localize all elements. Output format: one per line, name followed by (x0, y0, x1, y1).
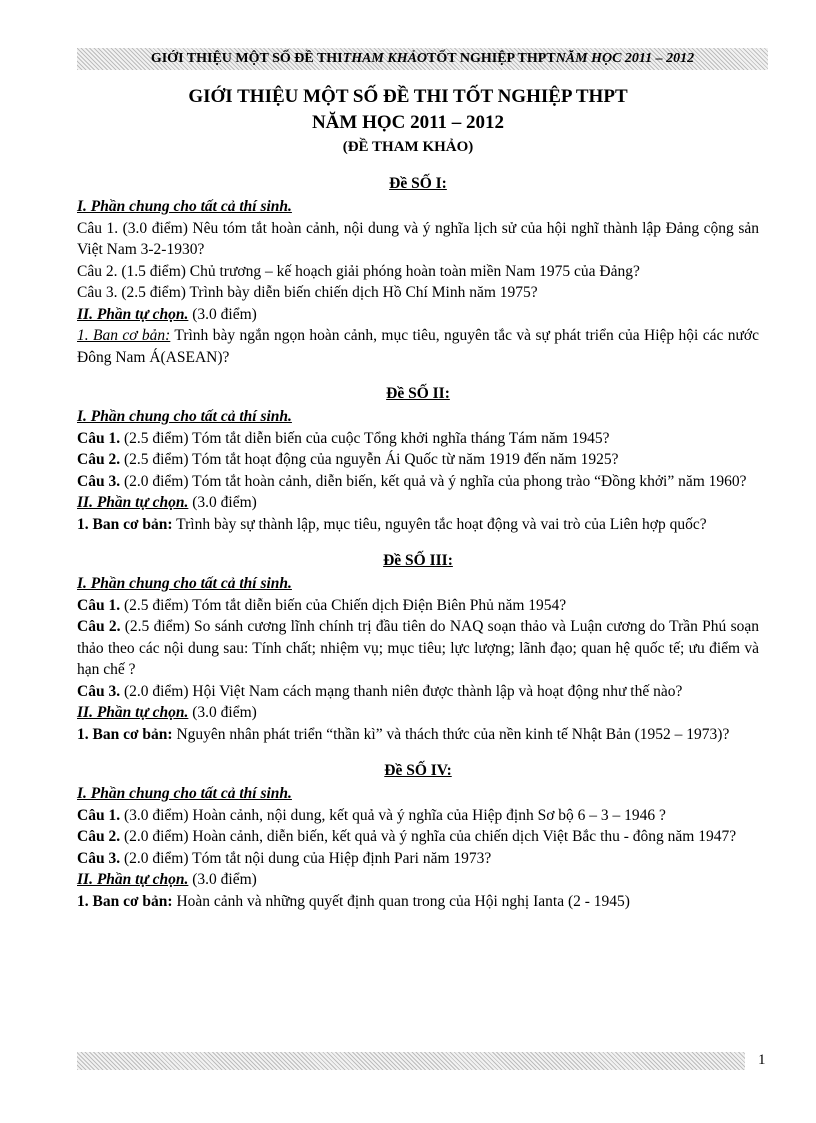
exam-4-q1-text: (3.0 điểm) Hoàn cảnh, nội dung, kết quả và ý nghĩa của Hiệp định Sơ bộ 6 – 3 – 1946 ? (120, 806, 666, 824)
exam-4-common-section: I. Phần chung cho tất cả thí sinh. (77, 785, 292, 802)
exam-2-q2-text: (2.5 điểm) Tóm tắt hoạt động của nguyễn Ái Quốc từ năm 1919 đến năm 1925? (120, 451, 619, 468)
exam-2-q3-label: Câu 3. (77, 472, 121, 490)
exam-4-q2-label: Câu 2. (77, 828, 121, 845)
exam-2-basic-label: 1. Ban cơ bản: (77, 515, 173, 533)
exam-2-q1-text: (2.5 điểm) Tóm tắt diễn biến của cuộc Tổng khởi nghĩa tháng Tám năm 1945? (120, 429, 610, 447)
running-header (77, 48, 768, 70)
exam-1-elective-points: (3.0 điểm) (188, 305, 257, 323)
document-body (77, 172, 759, 912)
exam-3-q1-label: Câu 1. (77, 596, 121, 614)
footer-bar (77, 1052, 745, 1070)
exam-1-question-1: Câu 1. (3.0 điểm) Nêu tóm tắt hoàn cảnh, nội dung và ý nghĩa lịch sử của hội nghĩ thành lập Đảng cộng sản Việt Nam 3-2-1930? (77, 219, 759, 258)
exam-3-q2-label: Câu 2. (77, 618, 121, 635)
exam-1-elective-section (77, 304, 759, 326)
exam-3-elective-points: (3.0 điểm) (188, 704, 257, 721)
document-subtitle: (ĐỀ THAM KHẢO) (342, 139, 474, 155)
exam-1-common-section: I. Phần chung cho tất cả thí sinh. (77, 198, 292, 215)
exam-2-elective-section (77, 492, 759, 514)
exam-4-question-2 (77, 826, 759, 848)
exam-3-heading: Đề SỐ III: (383, 552, 453, 569)
exam-2-elective-points: (3.0 điểm) (188, 494, 257, 511)
exam-4-basic-question (77, 891, 759, 913)
exam-3-common-section: I. Phần chung cho tất cả thí sinh. (77, 575, 292, 592)
exam-2-q2-label: Câu 2. (77, 451, 121, 468)
exam-1-elective-label: II. Phần tự chọn. (77, 305, 189, 323)
exam-4-basic-text: Hoàn cảnh và những quyết định quan trong của Hội nghị Ianta (2 - 1945) (172, 892, 630, 910)
page-number: 1 (758, 1052, 766, 1068)
exam-4-q3-text: (2.0 điểm) Tóm tắt nội dung của Hiệp định Pari năm 1973? (120, 849, 492, 867)
exam-4-elective-label: II. Phần tự chọn. (77, 871, 189, 888)
document-title-line2: NĂM HỌC 2011 – 2012 (311, 112, 505, 133)
exam-3-basic-text: Nguyên nhân phát triển “thần kì” và thách thức của nền kinh tế Nhật Bản (1952 – 1973)? (172, 725, 730, 743)
exam-1 (77, 172, 759, 368)
exam-2-heading: Đề SỐ II: (386, 385, 450, 402)
exam-2-basic-text: Trình bày sự thành lập, mục tiêu, nguyên tắc hoạt động và vai trò của Liên hợp quốc? (172, 515, 707, 533)
exam-4-q3-label: Câu 3. (77, 849, 121, 867)
exam-3-q2-text: (2.5 điểm) So sánh cương lĩnh chính trị đầu tiên do NAQ soạn thảo và Luận cương do Trần Phú soạn thảo theo các nội dung sau: Tính chất; nhiệm vụ; mục tiêu; lực lượng; lãnh đạo; quan hệ quốc tế; ưu điểm và hạn chế ? (77, 618, 759, 678)
exam-2-basic-question (77, 514, 759, 536)
exam-3-question-2 (77, 616, 759, 681)
exam-4 (77, 759, 759, 912)
exam-2-question-1 (77, 428, 759, 450)
exam-2-question-2 (77, 449, 759, 471)
exam-4-q2-text: (2.0 điểm) Hoàn cảnh, diễn biến, kết quả và ý nghĩa của chiến dịch Việt Bắc thu - đông năm 1947? (120, 828, 737, 845)
document-title-line1: GIỚI THIỆU MỘT SỐ ĐỀ THI TỐT NGHIỆP THPT (188, 86, 628, 107)
exam-3-basic-question (77, 724, 759, 746)
exam-4-basic-label: 1. Ban cơ bản: (77, 892, 173, 910)
exam-4-elective-points: (3.0 điểm) (188, 871, 257, 888)
exam-3 (77, 549, 759, 745)
exam-2-common-section: I. Phần chung cho tất cả thí sinh. (77, 408, 292, 425)
exam-4-heading: Đề SỐ IV: (384, 762, 452, 779)
exam-1-heading: Đề SỐ I: (389, 175, 447, 192)
header-text-3: TỐT NGHIỆP THPT (427, 51, 556, 66)
exam-2-question-3 (77, 471, 759, 493)
exam-2-elective-label: II. Phần tự chọn. (77, 494, 189, 511)
exam-2 (77, 382, 759, 535)
exam-1-basic-label: 1. Ban cơ bản: (77, 327, 171, 344)
exam-3-elective-label: II. Phần tự chọn. (77, 704, 189, 721)
exam-3-question-1 (77, 595, 759, 617)
exam-3-question-3 (77, 681, 759, 703)
header-text-1: GIỚI THIỆU MỘT SỐ ĐỀ THI (150, 51, 343, 66)
exam-3-elective-section (77, 702, 759, 724)
exam-4-elective-section (77, 869, 759, 891)
exam-1-question-3: Câu 3. (2.5 điểm) Trình bày diễn biến chiến dịch Hồ Chí Minh năm 1975? (77, 284, 538, 301)
exam-1-question-2: Câu 2. (1.5 điểm) Chủ trương – kế hoạch giải phóng hoàn toàn miền Nam 1975 của Đảng? (77, 262, 640, 280)
exam-2-q3-text: (2.0 điểm) Tóm tắt hoàn cảnh, diễn biến, kết quả và ý nghĩa của phong trào “Đồng khởi” năm 1960? (120, 472, 747, 490)
exam-3-basic-label: 1. Ban cơ bản: (77, 725, 173, 743)
exam-4-question-1 (77, 805, 759, 827)
exam-1-basic-text: Trình bày ngắn ngọn hoàn cảnh, mục tiêu, nguyên tắc và sự phát triển của Hiệp hội các nước Đông Nam Á(ASEAN)? (77, 327, 759, 366)
exam-3-q3-label: Câu 3. (77, 682, 121, 700)
exam-1-basic-question (77, 325, 759, 368)
header-text-2: THAM KHẢO (342, 51, 428, 66)
exam-4-question-3 (77, 848, 759, 870)
header-text-4: NĂM HỌC 2011 – 2012 (555, 51, 695, 66)
exam-2-q1-label: Câu 1. (77, 429, 121, 447)
exam-4-q1-label: Câu 1. (77, 806, 121, 824)
exam-3-q3-text: (2.0 điểm) Hội Việt Nam cách mạng thanh niên được thành lập và hoạt động như thế nào? (120, 682, 683, 700)
exam-3-q1-text: (2.5 điểm) Tóm tắt diễn biến của Chiến dịch Điện Biên Phủ năm 1954? (120, 596, 567, 614)
